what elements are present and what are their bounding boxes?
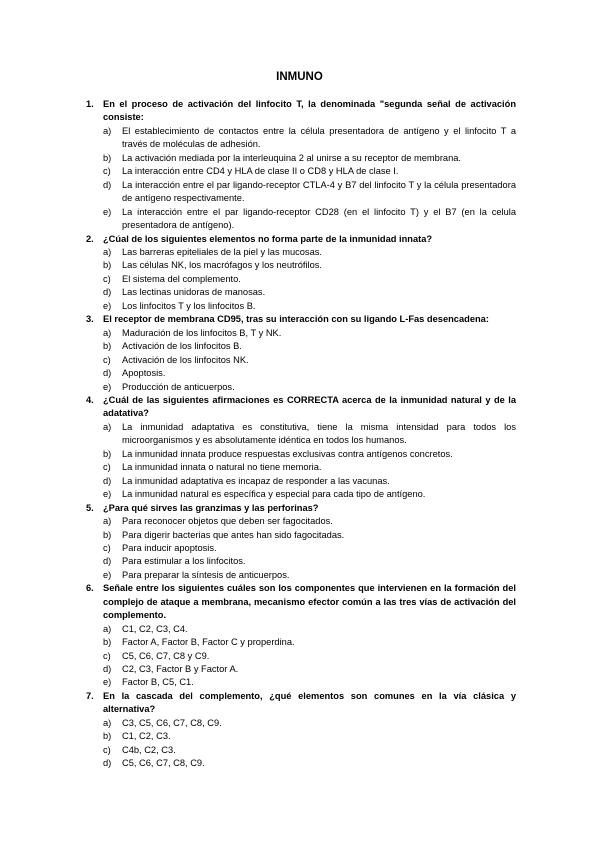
option-text: C2, C3, Factor B y Factor A. bbox=[122, 664, 239, 675]
question-number: 1. bbox=[86, 99, 94, 109]
option-letter: e) bbox=[103, 206, 112, 217]
question-text: Señale entre los siguientes cuáles son los componentes que intervienen en la formación del complejo de ataque a membrana, mecanismo efector común a las tres vías de activación del complemento. bbox=[103, 583, 516, 621]
option-text: C1, C2, C3. bbox=[122, 731, 171, 742]
answer-option bbox=[86, 488, 516, 501]
option-text: La inmunidad innata produce respuestas exclusivas contra antígenos concretos. bbox=[122, 448, 453, 459]
answer-options bbox=[86, 717, 516, 771]
option-letter: a) bbox=[103, 623, 112, 634]
option-text: Las lectinas unidoras de manosas. bbox=[122, 287, 266, 298]
answer-option bbox=[86, 569, 516, 582]
question-number: 6. bbox=[86, 583, 94, 594]
option-letter: a) bbox=[103, 246, 112, 257]
option-text: La inmunidad natural es específica y especial para cada tipo de antígeno. bbox=[122, 489, 426, 500]
question-item bbox=[86, 313, 516, 394]
answer-option bbox=[86, 730, 516, 743]
question-text: En el proceso de activación del linfocito T, la denominada "segunda señal de activación consiste: bbox=[103, 99, 516, 123]
question-item bbox=[86, 394, 516, 502]
option-letter: d) bbox=[103, 287, 112, 298]
option-text: Activación de los linfocitos NK. bbox=[122, 354, 249, 365]
answer-option bbox=[86, 676, 516, 689]
answer-options bbox=[86, 246, 516, 313]
answer-option bbox=[86, 246, 516, 259]
option-letter: a) bbox=[103, 516, 112, 527]
answer-option bbox=[86, 717, 516, 730]
answer-option bbox=[86, 179, 516, 206]
question-text: En la cascada del complemento, ¿qué elementos son comunes en la vía clásica y alternativa? bbox=[103, 690, 516, 715]
question-list bbox=[86, 98, 516, 771]
answer-option bbox=[86, 542, 516, 555]
option-letter: c) bbox=[103, 354, 111, 365]
option-letter: e) bbox=[103, 381, 112, 392]
option-text: La inmunidad adaptativa es incapaz de responder a las vacunas. bbox=[122, 475, 390, 486]
answer-option bbox=[86, 381, 516, 394]
option-letter: b) bbox=[103, 152, 112, 163]
answer-option bbox=[86, 165, 516, 178]
answer-option bbox=[86, 529, 516, 542]
question-number: 4. bbox=[86, 394, 94, 405]
question-item bbox=[86, 502, 516, 583]
answer-option bbox=[86, 327, 516, 340]
option-letter: b) bbox=[103, 529, 112, 540]
option-text: La inmunidad adaptativa es constitutiva, tiene la misma intensidad para todos los microorganismos y es absolutamente idéntica en todos los humanos. bbox=[122, 421, 516, 446]
option-letter: a) bbox=[103, 327, 112, 338]
answer-option bbox=[86, 623, 516, 636]
question-item bbox=[86, 233, 516, 314]
question-heading bbox=[86, 98, 516, 125]
question-item bbox=[86, 690, 516, 771]
answer-option bbox=[86, 650, 516, 663]
option-text: Para estimular a los linfocitos. bbox=[122, 556, 246, 567]
answer-option bbox=[86, 354, 516, 367]
answer-option bbox=[86, 286, 516, 299]
question-heading bbox=[86, 582, 516, 622]
option-text: C1, C2, C3, C4. bbox=[122, 623, 188, 634]
option-text: C3, C5, C6, C7, C8, C9. bbox=[122, 717, 222, 728]
option-text: Producción de anticuerpos. bbox=[122, 381, 235, 392]
option-letter: b) bbox=[103, 260, 112, 271]
option-letter: c) bbox=[103, 744, 111, 755]
question-number: 7. bbox=[86, 690, 94, 701]
answer-option bbox=[86, 340, 516, 353]
question-item bbox=[86, 582, 516, 690]
answer-option bbox=[86, 300, 516, 313]
option-letter: a) bbox=[103, 421, 112, 432]
answer-option bbox=[86, 206, 516, 233]
option-letter: e) bbox=[103, 489, 112, 500]
option-text: Apoptosis. bbox=[122, 368, 166, 379]
option-letter: c) bbox=[103, 542, 111, 553]
option-text: Para digerir bacterias que antes han sido fagocitadas. bbox=[122, 529, 345, 540]
question-text: ¿Cuál de las siguientes afirmaciones es CORRECTA acerca de la inmunidad natural y de la adatativa? bbox=[103, 394, 516, 419]
option-text: Las células NK, los macrófagos y los neutrófilos. bbox=[122, 260, 322, 271]
option-letter: c) bbox=[103, 273, 111, 284]
option-text: C4b, C2, C3. bbox=[122, 744, 176, 755]
answer-option bbox=[86, 475, 516, 488]
question-number: 3. bbox=[86, 314, 94, 325]
option-text: Factor B, C5, C1. bbox=[122, 677, 194, 688]
page-title: INMUNO bbox=[276, 71, 323, 83]
option-letter: d) bbox=[103, 758, 112, 769]
answer-options bbox=[86, 515, 516, 582]
option-text: La inmunidad innata o natural no tiene memoria. bbox=[122, 462, 322, 473]
answer-option bbox=[86, 663, 516, 676]
option-text: Activación de los linfocitos B. bbox=[122, 341, 242, 352]
option-text: La interacción entre CD4 y HLA de clase II o CD8 y HLA de clase I. bbox=[122, 166, 399, 177]
option-letter: a) bbox=[103, 717, 112, 728]
option-letter: d) bbox=[103, 664, 112, 675]
question-heading bbox=[86, 502, 516, 515]
option-letter: e) bbox=[103, 300, 112, 311]
option-text: Para reconocer objetos que deben ser fagocitados. bbox=[122, 516, 333, 527]
option-letter: d) bbox=[103, 475, 112, 486]
question-number: 5. bbox=[86, 502, 94, 513]
answer-option bbox=[86, 125, 516, 152]
option-letter: b) bbox=[103, 731, 112, 742]
option-text: La interacción entre el par ligando-receptor CTLA-4 y B7 del linfocito T y la célula presentadora de antígeno respectivamente. bbox=[122, 179, 516, 204]
option-letter: b) bbox=[103, 341, 112, 352]
option-letter: c) bbox=[103, 166, 111, 177]
option-letter: c) bbox=[103, 650, 111, 661]
option-text: La interacción entre el par ligando-receptor CD28 (en el linfocito T) y el B7 (en la celula presentadora de antígeno). bbox=[122, 206, 516, 231]
option-text: Maduración de los linfocitos B, T y NK. bbox=[122, 327, 282, 338]
option-letter: e) bbox=[103, 569, 112, 580]
option-letter: b) bbox=[103, 448, 112, 459]
option-letter: b) bbox=[103, 637, 112, 648]
option-text: Los linfocitos T y los linfocitos B. bbox=[122, 300, 256, 311]
answer-option bbox=[86, 555, 516, 568]
answer-options bbox=[86, 421, 516, 502]
answer-option bbox=[86, 421, 516, 448]
answer-option bbox=[86, 636, 516, 649]
option-text: Para inducir apoptosis. bbox=[122, 542, 217, 553]
option-text: La activación mediada por la interleuquina 2 al unirse a su receptor de membrana. bbox=[122, 152, 462, 163]
question-heading bbox=[86, 394, 516, 421]
option-letter: e) bbox=[103, 677, 112, 688]
option-letter: d) bbox=[103, 556, 112, 567]
answer-options bbox=[86, 327, 516, 394]
answer-option bbox=[86, 757, 516, 770]
option-letter: d) bbox=[103, 368, 112, 379]
option-text: Para preparar la síntesis de anticuerpos. bbox=[122, 569, 290, 580]
option-letter: d) bbox=[103, 179, 112, 190]
option-letter: c) bbox=[103, 462, 111, 473]
option-text: C5, C6, C7, C8, C9. bbox=[122, 758, 205, 769]
question-number: 2. bbox=[86, 233, 94, 244]
answer-option bbox=[86, 367, 516, 380]
question-text: El receptor de membrana CD95, tras su interacción con su ligando L-Fas desencadena: bbox=[103, 314, 489, 325]
question-text: ¿Cúal de los siguientes elementos no forma parte de la inmunidad innata? bbox=[103, 233, 433, 244]
answer-option bbox=[86, 515, 516, 528]
option-letter: a) bbox=[103, 125, 112, 136]
question-heading bbox=[86, 313, 516, 326]
question-text: ¿Para qué sirves las granzimas y las perforinas? bbox=[103, 502, 319, 513]
answer-option bbox=[86, 152, 516, 165]
answer-options bbox=[86, 623, 516, 690]
answer-option bbox=[86, 448, 516, 461]
question-heading bbox=[86, 690, 516, 717]
answer-option bbox=[86, 461, 516, 474]
option-text: Las barreras epiteliales de la piel y las mucosas. bbox=[122, 246, 322, 257]
option-text: Factor A, Factor B, Factor C y properdina. bbox=[122, 637, 295, 648]
question-heading bbox=[86, 233, 516, 246]
option-text: El establecimiento de contactos entre la célula presentadora de antígeno y el linfocito T a través de moléculas de adhesión. bbox=[122, 125, 516, 150]
answer-option bbox=[86, 273, 516, 286]
answer-option bbox=[86, 259, 516, 272]
answer-option bbox=[86, 744, 516, 757]
option-text: El sistema del complemento. bbox=[122, 273, 241, 284]
answer-options bbox=[86, 125, 516, 233]
question-item bbox=[86, 98, 516, 233]
option-text: C5, C6, C7, C8 y C9. bbox=[122, 650, 210, 661]
